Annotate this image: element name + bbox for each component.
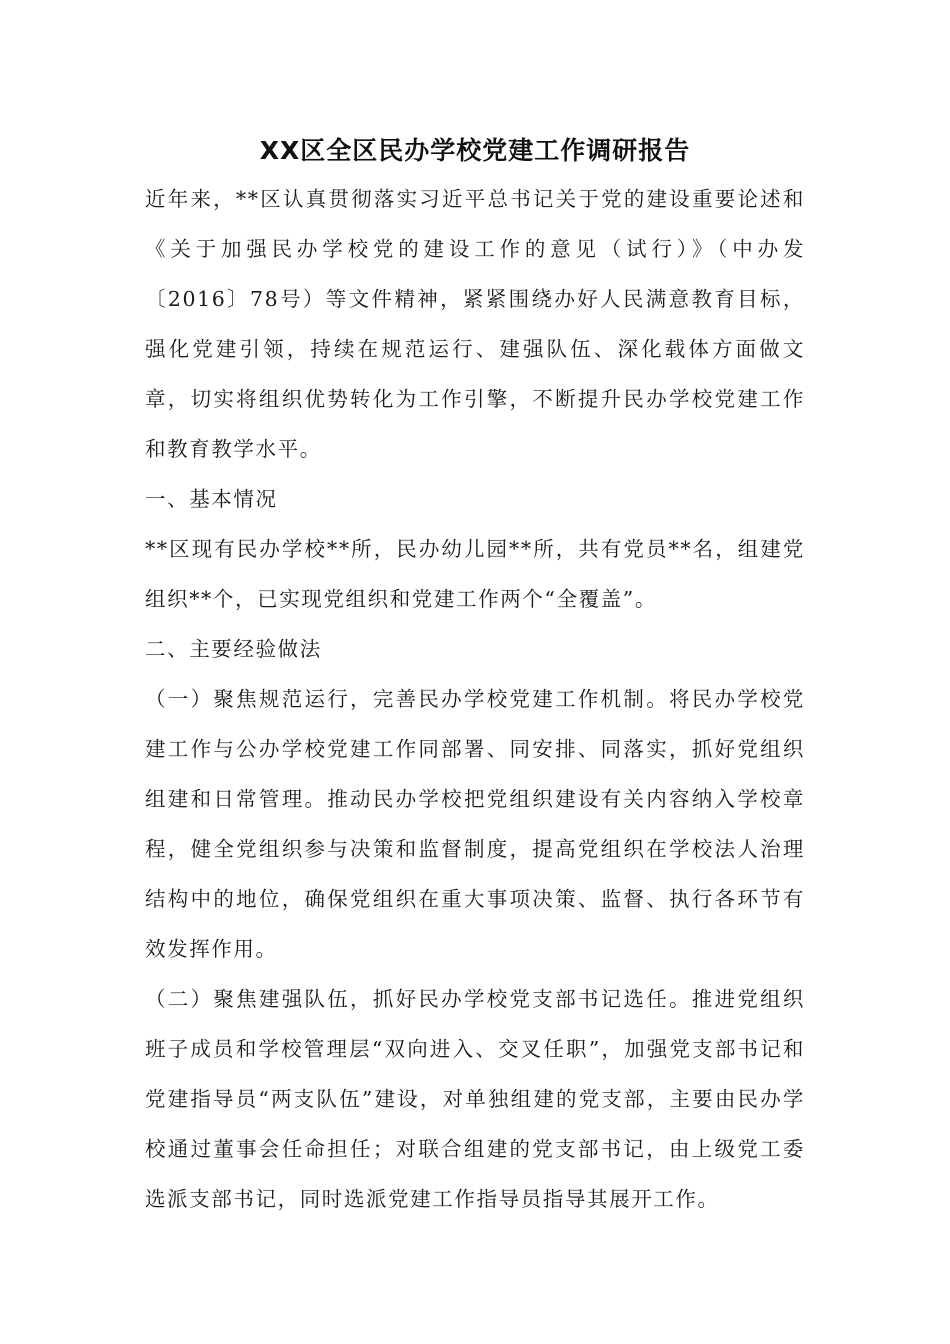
basic-situation-paragraph: **区现有民办学校**所，民办幼儿园**所，共有党员**名，组建党组织**个，已实现党组织和党建工作两个“全覆盖”。 xyxy=(145,537,805,611)
practice-one-paragraph: （一）聚焦规范运行，完善民办学校党建工作机制。将民办学校党建工作与公办学校党建工作同部署、同安排、同落实，抓好党组织组建和日常管理。推动民办学校把党组织建设有关内容纳入学校章程，健全党组织参与决策和监督制度，提高党组织在学校法人治理结构中的地位，确保党组织在重大事项决策、监督、执行各环节有效发挥作用。 xyxy=(145,687,805,961)
practice-two-paragraph: （二）聚焦建强队伍，抓好民办学校党支部书记选任。推进党组织班子成员和学校管理层“双向进入、交叉任职”，加强党支部书记和党建指导员“两支队伍”建设，对单独组建的党支部，主要由民办学校通过董事会任命担任；对联合组建的党支部书记，由上级党工委选派支部书记，同时选派党建工作指导员指导其展开工作。 xyxy=(145,987,805,1211)
section-heading-main-practices: 二、主要经验做法 xyxy=(145,637,322,661)
document-body xyxy=(145,174,805,1224)
document-title: XX区全区民办学校党建工作调研报告 xyxy=(259,136,691,165)
section-heading-basic-situation: 一、基本情况 xyxy=(145,487,278,511)
intro-paragraph: 近年来，**区认真贯彻落实习近平总书记关于党的建设重要论述和《关于加强民办学校党的建设工作的意见（试行）》（中办发〔2016〕78号）等文件精神，紧紧围绕办好人民满意教育目标，强化党建引领，持续在规范运行、建强队伍、深化载体方面做文章，切实将组织优势转化为工作引擎，不断提升民办学校党建工作和教育教学水平。 xyxy=(145,187,805,461)
